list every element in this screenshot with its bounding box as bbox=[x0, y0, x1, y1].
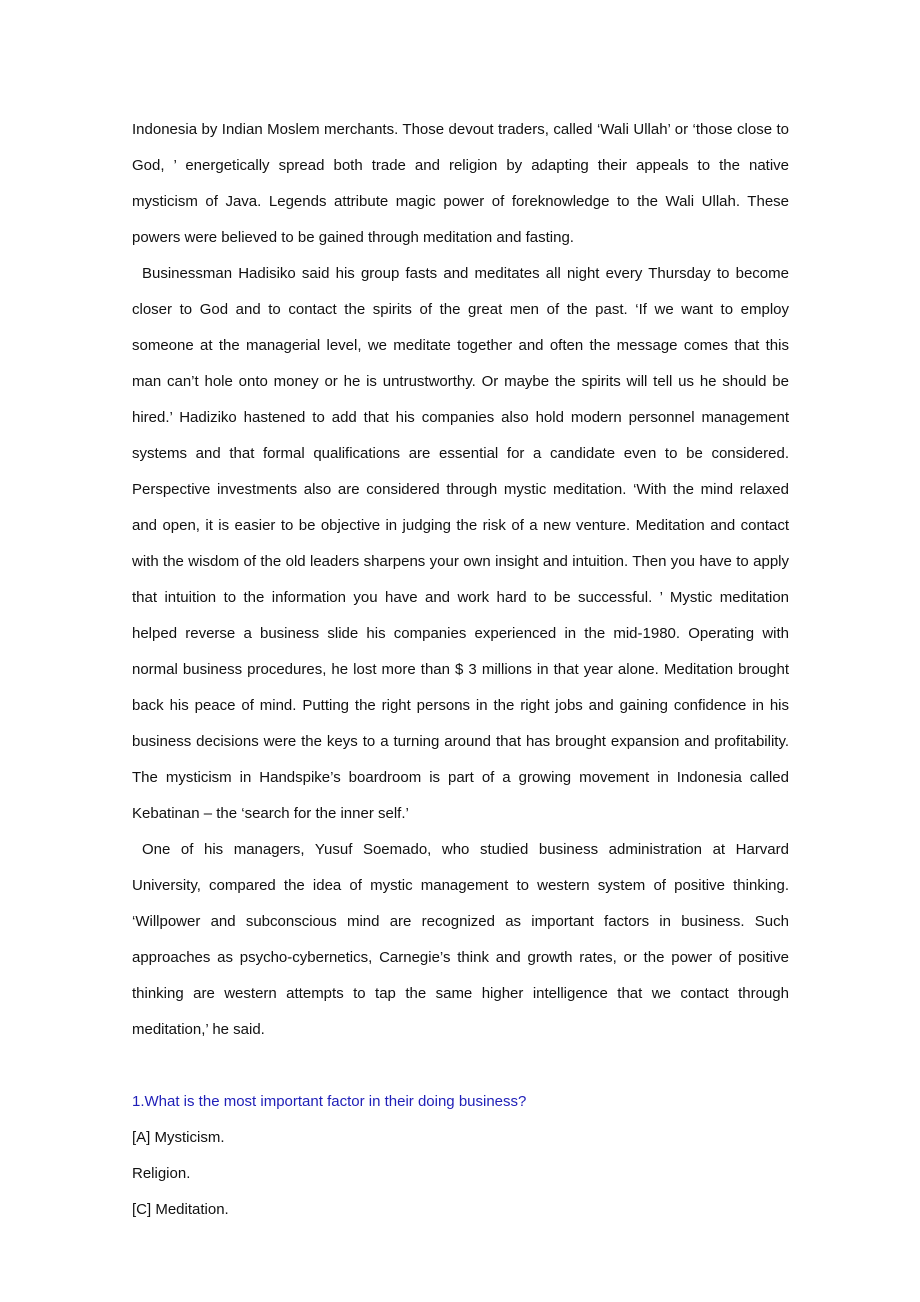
paragraph-3: One of his managers, Yusuf Soemado, who studied business administration at Harvard University, compared the idea of mystic management to western system of positive thinking. ‘Willpower and subconscious mind are recognized as important factors in business. Such approaches as psycho-cybernetics, Carnegie’s think and growth rates, or the power of positive thinking are western attempts to tap the same higher intelligence that we contact through meditation,’ he said. bbox=[132, 841, 789, 1038]
document-page bbox=[132, 112, 789, 1228]
question-1-option-c: [C] Meditation. bbox=[132, 1201, 229, 1218]
paragraph-1: Indonesia by Indian Moslem merchants. Those devout traders, called ‘Wali Ullah’ or ‘those close to God, ’ energetically spread both trade and religion by adapting their appeals to the native mysticism of Java. Legends attribute magic power of foreknowledge to the Wali Ullah. These powers were believed to be gained through meditation and fasting. bbox=[132, 121, 789, 246]
question-1-option-b: Religion. bbox=[132, 1165, 191, 1182]
question-1-text: 1.What is the most important factor in their doing business? bbox=[132, 1093, 527, 1110]
paragraph-2: Businessman Hadisiko said his group fasts and meditates all night every Thursday to become closer to God and to contact the spirits of the great men of the past. ‘If we want to employ someone at the managerial level, we meditate together and often the message comes that this man can’t hole onto money or he is untrustworthy. Or maybe the spirits will tell us he should be hired.’ Hadiziko hastened to add that his companies also hold modern personnel management systems and that formal qualifications are essential for a candidate even to be considered. Perspective investments also are considered through mystic meditation. ‘With the mind relaxed and open, it is easier to be objective in judging the risk of a new venture. Meditation and contact with the wisdom of the old leaders sharpens your own insight and intuition. Then you have to apply that intuition to the information you have and work hard to be successful. ’ Mystic meditation helped reverse a business slide his companies experienced in the mid-1980. Operating with normal business procedures, he lost more than $ 3 millions in that year alone. Meditation brought back his peace of mind. Putting the right persons in the right jobs and gaining confidence in his business decisions were the keys to a turning around that has brought expansion and profitability. The mysticism in Handspike’s boardroom is part of a growing movement in Indonesia called Kebatinan – the ‘search for the inner self.’ bbox=[132, 265, 789, 822]
question-1-option-a: [A] Mysticism. bbox=[132, 1129, 225, 1146]
